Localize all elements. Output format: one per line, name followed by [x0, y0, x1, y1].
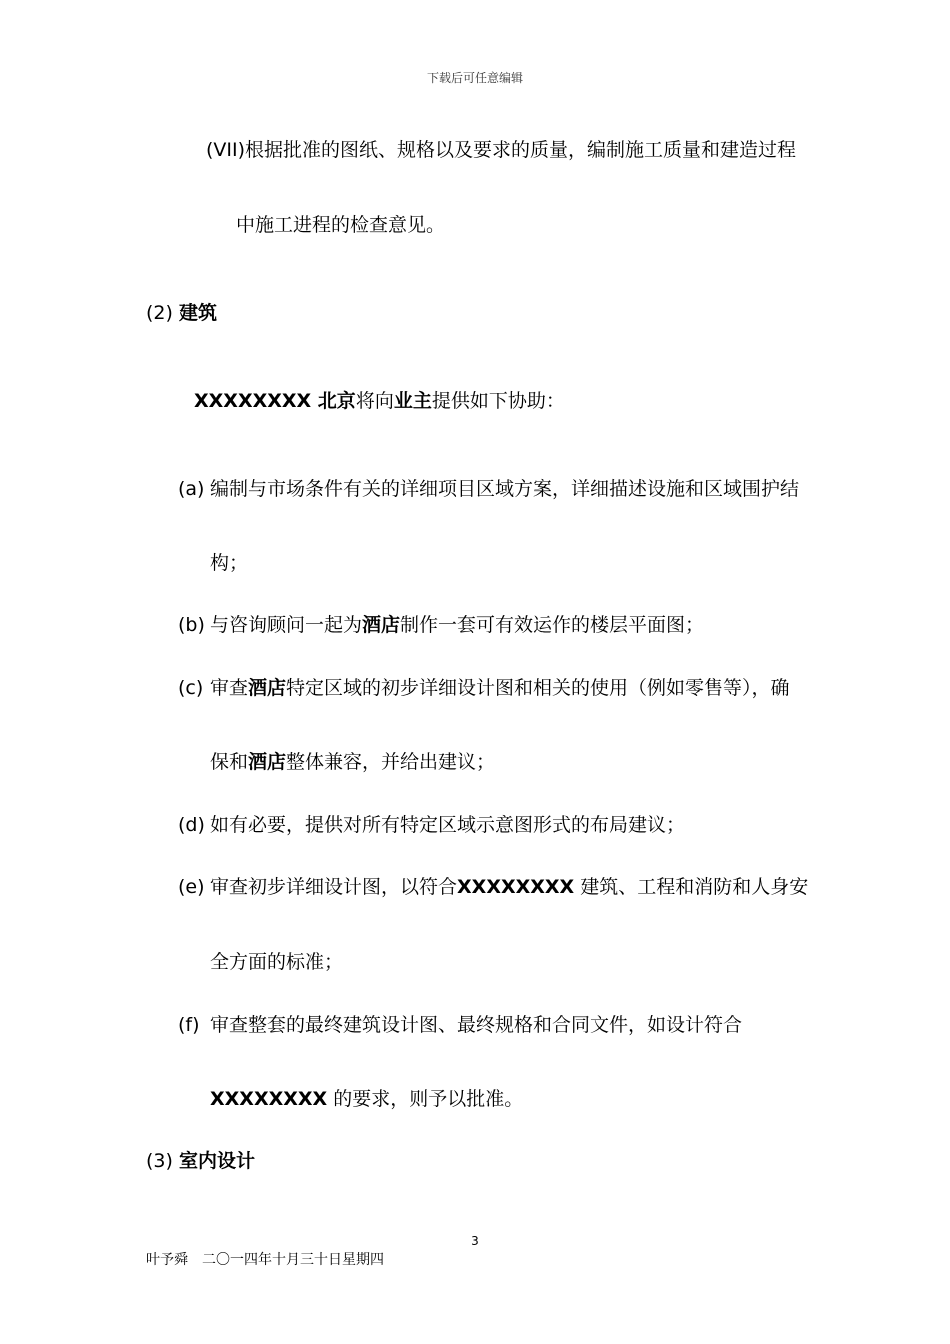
list-marker: (d)	[178, 814, 205, 836]
page-header: 下载后可任意编辑	[426, 71, 523, 85]
list-text: 保和	[210, 751, 249, 773]
section-number: (3)	[146, 1150, 173, 1172]
section-number: (2)	[146, 302, 173, 324]
section-heading-interior-design	[146, 1149, 255, 1173]
list-marker: (e)	[178, 876, 205, 898]
list-text: 制作一套可有效运作的楼层平面图；	[400, 614, 705, 636]
list-item-f	[178, 1013, 742, 1037]
footer-date: 二〇一四年十月三十日星期四	[202, 1252, 384, 1268]
hotel-term: 酒店	[248, 677, 287, 699]
company-name: XXXXXXXX 北京	[194, 390, 356, 412]
page-footer	[146, 1249, 384, 1269]
list-marker: (a)	[178, 478, 205, 500]
list-text: 特定区域的初步详细设计图和相关的使用（例如零售等），确	[286, 677, 790, 699]
section-title: 室内设计	[178, 1150, 255, 1172]
list-text: 与咨询顾问一起为	[210, 614, 363, 636]
list-item-c	[178, 676, 790, 700]
list-text: 审查初步详细设计图，以符合	[210, 876, 458, 898]
list-marker: (f)	[178, 1014, 200, 1036]
list-item-f-continued	[210, 1087, 523, 1111]
paragraph-line: 中施工进程的检查意见。	[236, 214, 446, 236]
intro-line	[194, 389, 565, 413]
list-item-a	[178, 477, 799, 501]
list-item-b	[178, 613, 704, 637]
hotel-term: 酒店	[362, 614, 401, 636]
list-item-a-continued: 构；	[210, 552, 249, 574]
hotel-term: 酒店	[248, 751, 287, 773]
footer-author: 叶予舜	[146, 1252, 188, 1268]
section-title: 建筑	[178, 302, 217, 324]
paragraph-line: (VII)根据批准的图纸、规格以及要求的质量，编制施工质量和建造过程	[206, 139, 797, 161]
list-text: 审查	[210, 677, 249, 699]
intro-text-end: 提供如下协助：	[431, 390, 565, 412]
page-number: 3	[471, 1234, 479, 1248]
owner-term: 业主	[393, 390, 432, 412]
list-marker: (c)	[178, 677, 204, 699]
list-marker: (b)	[178, 614, 205, 636]
list-text: 编制与市场条件有关的详细项目区域方案，详细描述设施和区域围护结	[210, 478, 800, 500]
list-text: 审查整套的最终建筑设计图、最终规格和合同文件，如设计符合	[210, 1014, 743, 1036]
list-item-e-continued: 全方面的标准；	[210, 951, 344, 973]
list-text: 整体兼容，并给出建议；	[286, 751, 496, 773]
list-text: 的要求，则予以批准。	[333, 1088, 524, 1110]
placeholder-name: XXXXXXXX	[457, 876, 575, 898]
section-heading-architecture	[146, 301, 217, 325]
list-item-d	[178, 813, 685, 837]
list-item-e	[178, 875, 808, 899]
list-text: 建筑、工程和消防和人身安	[580, 876, 809, 898]
intro-text: 将向	[355, 390, 394, 412]
placeholder-name: XXXXXXXX	[210, 1088, 328, 1110]
list-text: 如有必要，提供对所有特定区域示意图形式的布局建议；	[210, 814, 686, 836]
list-item-c-continued	[210, 750, 495, 774]
